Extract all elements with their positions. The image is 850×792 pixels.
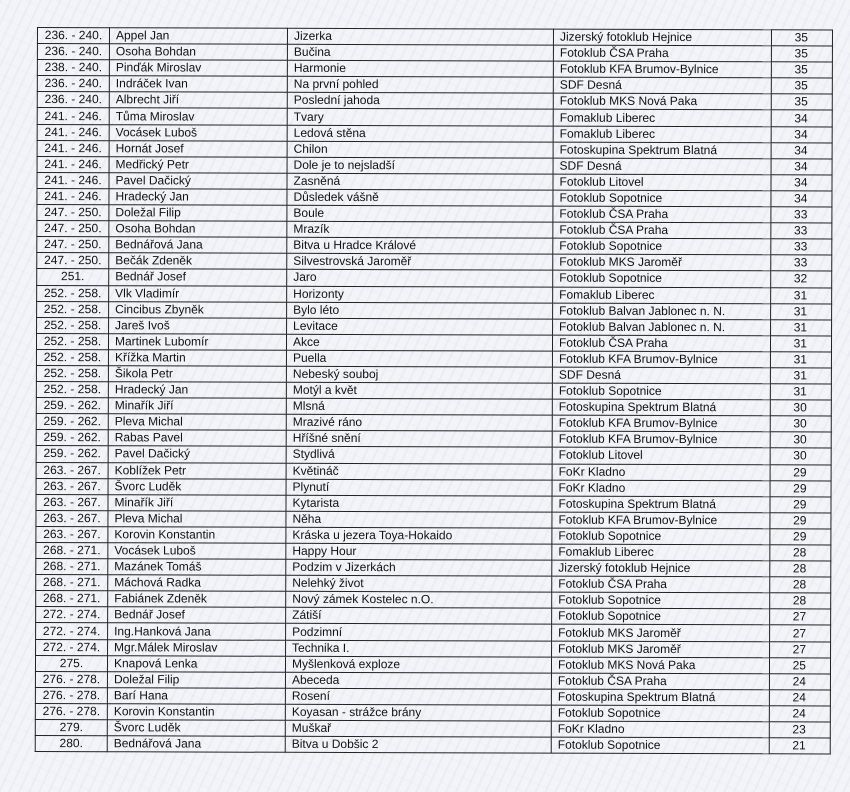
author-name-cell: Vlk Vladimír: [109, 285, 287, 302]
rank-cell: 263. - 267.: [36, 478, 108, 494]
score-cell: 33: [771, 223, 832, 239]
table-row: [36, 639, 831, 658]
club-name-cell: Fotoklub MKS Nová Paka: [553, 93, 771, 110]
club-name-cell: Fotoklub Sopotnice: [551, 705, 769, 722]
score-cell: 35: [771, 62, 832, 78]
rank-cell: 241. - 246.: [37, 156, 109, 172]
club-name-cell: FoKr Kladno: [552, 480, 770, 497]
score-cell: 32: [771, 271, 832, 287]
club-name-cell: Fotoskupina Spektrum Blatná: [552, 399, 770, 416]
score-cell: 29: [770, 497, 831, 513]
author-name-cell: Korovin Konstantin: [108, 527, 286, 544]
score-cell: 25: [769, 657, 830, 673]
table-row: [36, 575, 831, 594]
table-row: [36, 365, 831, 384]
score-cell: 27: [770, 641, 831, 657]
rank-cell: 247. - 250.: [37, 237, 109, 253]
club-name-cell: Fotoklub Sopotnice: [553, 271, 771, 288]
table-row: [37, 221, 832, 240]
club-name-cell: Fomaklub Liberec: [553, 110, 771, 127]
score-cell: 33: [771, 255, 832, 271]
author-name-cell: Bednářová Jana: [107, 736, 285, 753]
score-cell: 34: [771, 142, 832, 158]
score-cell: 29: [770, 513, 831, 529]
score-cell: 31: [770, 384, 831, 400]
photo-title-cell: Důsledek vášně: [287, 189, 553, 206]
club-name-cell: Fotoklub Litovel: [552, 448, 770, 465]
photo-title-cell: Nelehký život: [286, 575, 552, 592]
photo-title-cell: Happy Hour: [286, 543, 552, 560]
table-row: [36, 349, 831, 368]
author-name-cell: Doležal Filip: [109, 205, 287, 222]
photo-title-cell: Nový zámek Kostelec n.O.: [286, 592, 552, 609]
club-name-cell: Fotoklub Sopotnice: [553, 190, 771, 207]
rank-cell: 259. - 262.: [36, 414, 108, 430]
author-name-cell: Minařík Jiří: [108, 398, 286, 415]
rank-cell: 238. - 240.: [37, 60, 109, 76]
score-cell: 27: [770, 609, 831, 625]
rank-cell: 276. - 278.: [35, 703, 107, 719]
rank-cell: 268. - 271.: [36, 559, 108, 575]
photo-title-cell: Bitva u Dobšic 2: [285, 736, 551, 753]
author-name-cell: Máchová Radka: [108, 575, 286, 592]
table-row: [37, 188, 832, 207]
photo-title-cell: Tvary: [287, 109, 553, 126]
author-name-cell: Barí Hana: [107, 688, 285, 705]
club-name-cell: Fotoklub KFA Brumov-Bylnice: [553, 61, 771, 78]
club-name-cell: Fotoklub Litovel: [553, 174, 771, 191]
rank-cell: 252. - 258.: [36, 365, 108, 381]
photo-title-cell: Hříšné snění: [286, 431, 552, 448]
table-row: [35, 671, 830, 690]
table-row: [37, 172, 832, 191]
club-name-cell: Fotoklub Balvan Jablonec n. N.: [553, 303, 771, 320]
club-name-cell: FoKr Kladno: [551, 721, 769, 738]
rank-cell: 275.: [35, 655, 107, 671]
rank-cell: 279.: [35, 720, 107, 736]
table-row: [36, 559, 831, 578]
club-name-cell: SDF Desná: [553, 158, 771, 175]
score-cell: 29: [770, 480, 831, 496]
rank-cell: 247. - 250.: [37, 253, 109, 269]
photo-title-cell: Kytarista: [286, 495, 552, 512]
photo-title-cell: Technika I.: [286, 640, 552, 657]
table-row: [36, 510, 831, 529]
results-table: [35, 27, 833, 755]
rank-cell: 247. - 250.: [37, 205, 109, 221]
author-name-cell: Hradecký Jan: [109, 189, 287, 206]
table-row: [37, 44, 832, 63]
author-name-cell: Švorc Luděk: [107, 720, 285, 737]
score-cell: 29: [770, 464, 831, 480]
photo-title-cell: Myšlenková exploze: [285, 656, 551, 673]
table-row: [37, 108, 832, 127]
club-name-cell: Fomaklub Liberec: [553, 287, 771, 304]
score-cell: 34: [771, 191, 832, 207]
table-row: [36, 607, 831, 626]
rank-cell: 241. - 246.: [37, 108, 109, 124]
rank-cell: 259. - 262.: [36, 430, 108, 446]
table-row: [37, 76, 832, 95]
club-name-cell: Fotoklub ČSA Praha: [553, 206, 771, 223]
rank-cell: 241. - 246.: [37, 124, 109, 140]
rank-cell: 268. - 271.: [36, 542, 108, 558]
author-name-cell: Ing.Hanková Jana: [108, 623, 286, 640]
author-name-cell: Korovin Konstantin: [107, 704, 285, 721]
club-name-cell: FoKr Kladno: [552, 464, 770, 481]
club-name-cell: Fotoklub MKS Nová Paka: [551, 657, 769, 674]
club-name-cell: Fotoklub MKS Jaroměř: [553, 254, 771, 271]
table-row: [35, 655, 830, 674]
author-name-cell: Osoha Bohdan: [109, 221, 287, 238]
photo-title-cell: Puella: [286, 350, 552, 367]
rank-cell: 268. - 271.: [36, 591, 108, 607]
club-name-cell: Fotoklub KFA Brumov-Bylnice: [552, 415, 770, 432]
score-cell: 27: [770, 625, 831, 641]
photo-title-cell: Stydlivá: [286, 447, 552, 464]
score-cell: 21: [769, 738, 830, 754]
table-row: [37, 156, 832, 175]
table-row: [37, 285, 832, 304]
rank-cell: 252. - 258.: [37, 285, 109, 301]
table-row: [35, 687, 830, 706]
score-cell: 29: [770, 529, 831, 545]
author-name-cell: Jareš Ivoš: [109, 317, 287, 334]
score-cell: 31: [770, 336, 831, 352]
table-row: [36, 382, 831, 401]
table-row: [36, 333, 831, 352]
photo-title-cell: Akce: [286, 334, 552, 351]
author-name-cell: Hornát Josef: [109, 140, 287, 157]
table-row: [37, 140, 832, 159]
score-cell: 30: [770, 448, 831, 464]
club-name-cell: Fotoklub Sopotnice: [553, 238, 771, 255]
results-table-body: [35, 28, 832, 755]
club-name-cell: Fotoklub ČSA Praha: [552, 576, 770, 593]
rank-cell: 263. - 267.: [36, 526, 108, 542]
author-name-cell: Fabiánek Zdeněk: [108, 591, 286, 608]
rank-cell: 263. - 267.: [36, 510, 108, 526]
photo-title-cell: Muškař: [285, 720, 551, 737]
score-cell: 28: [770, 561, 831, 577]
table-row: [36, 462, 831, 481]
table-row: [37, 92, 832, 111]
photo-title-cell: Horizonty: [287, 286, 553, 303]
score-cell: 28: [770, 545, 831, 561]
author-name-cell: Bednářová Jana: [109, 237, 287, 254]
rank-cell: 252. - 258.: [37, 317, 109, 333]
club-name-cell: Fotoklub Sopotnice: [552, 528, 770, 545]
photo-title-cell: Boule: [287, 205, 553, 222]
rank-cell: 241. - 246.: [37, 188, 109, 204]
author-name-cell: Bednář Josef: [108, 607, 286, 624]
author-name-cell: Indráček Ivan: [109, 76, 287, 93]
score-cell: 31: [770, 352, 831, 368]
table-row: [37, 60, 832, 79]
club-name-cell: Jizerský fotoklub Hejnice: [553, 29, 771, 46]
score-cell: 31: [771, 287, 832, 303]
author-name-cell: Mgr.Málek Miroslav: [108, 639, 286, 656]
author-name-cell: Pleva Michal: [108, 414, 286, 431]
score-cell: 35: [771, 78, 832, 94]
photo-title-cell: Bylo léto: [287, 302, 553, 319]
score-cell: 34: [771, 110, 832, 126]
rank-cell: 263. - 267.: [36, 462, 108, 478]
rank-cell: 259. - 262.: [36, 398, 108, 414]
rank-cell: 236. - 240.: [37, 76, 109, 92]
score-cell: 34: [771, 126, 832, 142]
author-name-cell: Koblížek Petr: [108, 462, 286, 479]
photo-title-cell: Chilon: [287, 141, 553, 158]
author-name-cell: Pleva Michal: [108, 511, 286, 528]
photo-title-cell: Jizerka: [287, 28, 553, 45]
score-cell: 24: [769, 674, 830, 690]
rank-cell: 252. - 258.: [36, 349, 108, 365]
club-name-cell: Fotoskupina Spektrum Blatná: [551, 689, 769, 706]
photo-title-cell: Rosení: [285, 688, 551, 705]
author-name-cell: Pavel Dačický: [109, 173, 287, 190]
rank-cell: 236. - 240.: [37, 44, 109, 60]
score-cell: 31: [771, 319, 832, 335]
table-row: [37, 237, 832, 256]
table-row: [35, 703, 830, 722]
photo-title-cell: Na první pohled: [287, 77, 553, 94]
photo-title-cell: Silvestrovská Jaroměř: [287, 254, 553, 271]
score-cell: 28: [770, 593, 831, 609]
club-name-cell: Fotoklub KFA Brumov-Bylnice: [552, 431, 770, 448]
photo-title-cell: Poslední jahoda: [287, 93, 553, 110]
rank-cell: 252. - 258.: [37, 301, 109, 317]
rank-cell: 247. - 250.: [37, 221, 109, 237]
author-name-cell: Albrecht Jiří: [109, 92, 287, 109]
rank-cell: 236. - 240.: [37, 28, 109, 44]
photo-title-cell: Květináč: [286, 463, 552, 480]
table-row: [36, 542, 831, 561]
score-cell: 34: [771, 159, 832, 175]
score-cell: 24: [769, 690, 830, 706]
club-name-cell: Fotoklub KFA Brumov-Bylnice: [552, 351, 770, 368]
author-name-cell: Rabas Pavel: [108, 430, 286, 447]
photo-title-cell: Jaro: [287, 270, 553, 287]
photo-title-cell: Dole je to nejsladší: [287, 157, 553, 174]
author-name-cell: Tůma Miroslav: [109, 108, 287, 125]
photo-title-cell: Plynutí: [286, 479, 552, 496]
author-name-cell: Vocásek Luboš: [109, 124, 287, 141]
score-cell: 30: [770, 416, 831, 432]
score-cell: 35: [771, 30, 832, 46]
photo-title-cell: Podzimní: [286, 624, 552, 641]
score-cell: 35: [771, 94, 832, 110]
club-name-cell: Fotoklub ČSA Praha: [553, 45, 771, 62]
club-name-cell: SDF Desná: [552, 367, 770, 384]
table-row: [37, 28, 832, 47]
score-cell: 28: [770, 577, 831, 593]
rank-cell: 272. - 274.: [36, 623, 108, 639]
club-name-cell: Fotoklub MKS Jaroměř: [552, 625, 770, 642]
club-name-cell: Fotoklub ČSA Praha: [551, 673, 769, 690]
score-cell: 31: [770, 368, 831, 384]
club-name-cell: Fotoklub Sopotnice: [551, 737, 769, 754]
table-row: [36, 526, 831, 545]
table-row: [36, 398, 831, 417]
score-cell: 31: [771, 303, 832, 319]
author-name-cell: Šikola Petr: [108, 366, 286, 383]
club-name-cell: Fotoskupina Spektrum Blatná: [552, 496, 770, 513]
rank-cell: 276. - 278.: [35, 671, 107, 687]
club-name-cell: Fotoklub Sopotnice: [552, 383, 770, 400]
author-name-cell: Bečák Zdeněk: [109, 253, 287, 270]
rank-cell: 241. - 246.: [37, 172, 109, 188]
club-name-cell: Fotoklub ČSA Praha: [552, 335, 770, 352]
author-name-cell: Pinďák Miroslav: [109, 60, 287, 77]
club-name-cell: Fotoklub Balvan Jablonec n. N.: [553, 319, 771, 336]
table-row: [36, 414, 831, 433]
club-name-cell: Jizerský fotoklub Hejnice: [552, 560, 770, 577]
photo-title-cell: Kráska u jezera Toya-Hokaido: [286, 527, 552, 544]
author-name-cell: Hradecký Jan: [108, 382, 286, 399]
club-name-cell: Fotoklub Sopotnice: [552, 608, 770, 625]
table-row: [37, 253, 832, 272]
author-name-cell: Mazánek Tomáš: [108, 559, 286, 576]
rank-cell: 268. - 271.: [36, 575, 108, 591]
table-row: [37, 301, 832, 320]
photo-title-cell: Harmonie: [287, 60, 553, 77]
club-name-cell: Fomaklub Liberec: [552, 544, 770, 561]
club-name-cell: SDF Desná: [553, 77, 771, 94]
club-name-cell: Fomaklub Liberec: [553, 126, 771, 143]
photo-title-cell: Něha: [286, 511, 552, 528]
rank-cell: 280.: [35, 736, 107, 752]
author-name-cell: Cincibus Zbyněk: [109, 301, 287, 318]
club-name-cell: Fotoklub ČSA Praha: [553, 222, 771, 239]
author-name-cell: Martinek Lubomír: [108, 334, 286, 351]
table-row: [35, 720, 830, 739]
club-name-cell: Fotoskupina Spektrum Blatná: [553, 142, 771, 159]
author-name-cell: Knapová Lenka: [107, 655, 285, 672]
author-name-cell: Vocásek Luboš: [108, 543, 286, 560]
table-row: [36, 623, 831, 642]
photo-title-cell: Ledová stěna: [287, 125, 553, 142]
photo-title-cell: Mrazík: [287, 221, 553, 238]
photo-title-cell: Zátiší: [286, 608, 552, 625]
photo-title-cell: Bitva u Hradce Králové: [287, 238, 553, 255]
rank-cell: 272. - 274.: [36, 607, 108, 623]
photo-title-cell: Nebeský souboj: [286, 366, 552, 383]
photo-title-cell: Podzim v Jizerkách: [286, 559, 552, 576]
club-name-cell: Fotoklub KFA Brumov-Bylnice: [552, 512, 770, 529]
score-cell: 35: [771, 46, 832, 62]
table-row: [35, 736, 830, 755]
author-name-cell: Medřický Petr: [109, 156, 287, 173]
table-row: [36, 430, 831, 449]
photo-title-cell: Bučina: [287, 44, 553, 61]
table-row: [36, 446, 831, 465]
author-name-cell: Křížka Martin: [108, 350, 286, 367]
photo-title-cell: Mrazivé ráno: [286, 415, 552, 432]
rank-cell: 241. - 246.: [37, 140, 109, 156]
table-row: [36, 494, 831, 513]
score-cell: 24: [769, 706, 830, 722]
club-name-cell: Fotoklub Sopotnice: [552, 592, 770, 609]
club-name-cell: Fotoklub MKS Jaroměř: [552, 641, 770, 658]
photo-title-cell: Motýl a květ: [286, 382, 552, 399]
table-row: [37, 317, 832, 336]
score-cell: 30: [770, 400, 831, 416]
author-name-cell: Minařík Jiří: [108, 494, 286, 511]
table-row: [36, 478, 831, 497]
score-cell: 30: [770, 432, 831, 448]
author-name-cell: Doležal Filip: [107, 671, 285, 688]
photo-title-cell: Mlsná: [286, 398, 552, 415]
photo-title-cell: Koyasan - strážce brány: [285, 704, 551, 721]
table-row: [37, 124, 832, 143]
rank-cell: 263. - 267.: [36, 494, 108, 510]
rank-cell: 252. - 258.: [36, 333, 108, 349]
author-name-cell: Osoha Bohdan: [109, 44, 287, 61]
table-row: [37, 269, 832, 288]
score-cell: 23: [769, 722, 830, 738]
score-cell: 33: [771, 207, 832, 223]
photo-title-cell: Levitace: [287, 318, 553, 335]
rank-cell: 272. - 274.: [36, 639, 108, 655]
rank-cell: 251.: [37, 269, 109, 285]
author-name-cell: Appel Jan: [109, 28, 287, 45]
author-name-cell: Bednář Josef: [109, 269, 287, 286]
author-name-cell: Pavel Dačický: [108, 446, 286, 463]
rank-cell: 252. - 258.: [36, 382, 108, 398]
photo-title-cell: Zasněná: [287, 173, 553, 190]
author-name-cell: Švorc Luděk: [108, 478, 286, 495]
rank-cell: 276. - 278.: [35, 687, 107, 703]
rank-cell: 259. - 262.: [36, 446, 108, 462]
table-row: [36, 591, 831, 610]
table-row: [37, 205, 832, 224]
rank-cell: 236. - 240.: [37, 92, 109, 108]
score-cell: 33: [771, 239, 832, 255]
photo-title-cell: Abeceda: [285, 672, 551, 689]
score-cell: 34: [771, 175, 832, 191]
